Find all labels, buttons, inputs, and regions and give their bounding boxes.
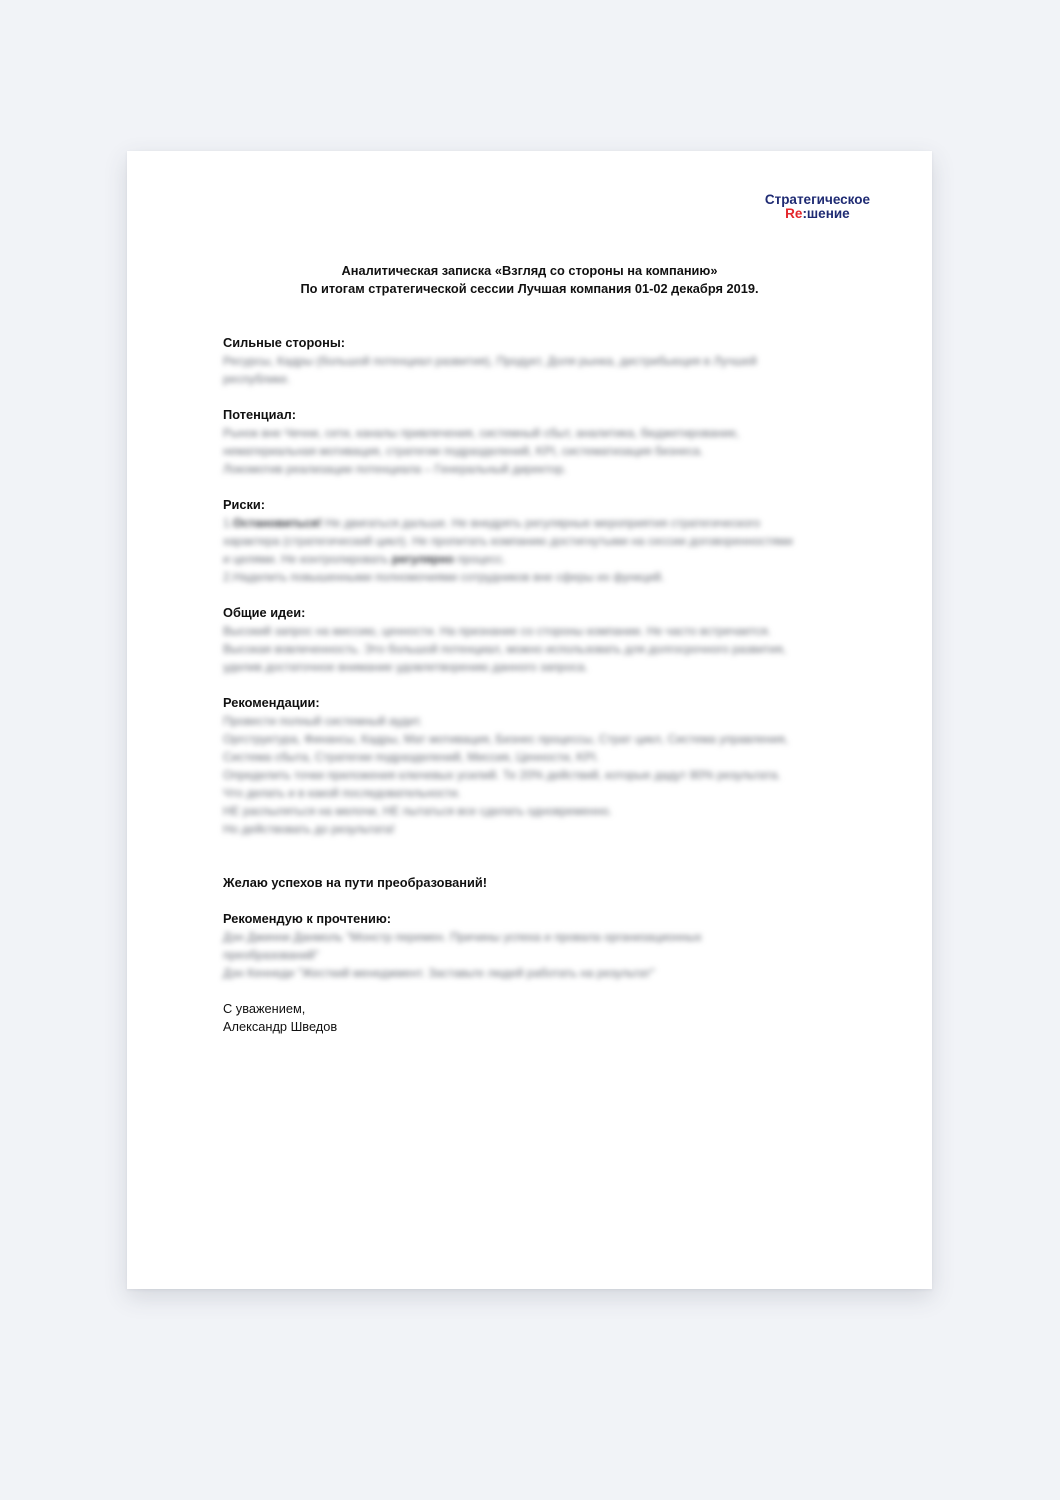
signature-name: Александр Шведов (223, 1019, 338, 1034)
text-line: Оргструктура, Финансы, Кадры, Мат мотивация, Бизнес процессы, Страт цикл, Система управления, (223, 732, 789, 746)
text-line: Что делать и в какой последовательности. (223, 786, 461, 800)
section-recommendations (223, 694, 873, 838)
section-ideas (223, 604, 873, 676)
text-line: Рынок вне Чечни, сети, каналы привлечения, системный сбыт, аналитика, бюджетирование, (223, 426, 740, 440)
text-line: 2.Наделить повышенными полномочиями сотрудников вне сферы их функций. (223, 570, 665, 584)
text-line: Ресурсы, Кадры (большой потенциал развития), Продукт, Доля рынка, дистрибьюция в Лучшей (223, 354, 757, 368)
blurred-paragraph (223, 424, 873, 478)
blurred-paragraph (223, 514, 873, 586)
title-line1: Аналитическая записка «Взгляд со стороны на компанию» (341, 263, 718, 278)
company-logo (765, 193, 870, 221)
logo-line2-rest: :шение (802, 206, 850, 221)
document-body (223, 334, 873, 1054)
text-line (223, 550, 873, 568)
risk-number: 1. (223, 516, 234, 530)
section-potential (223, 406, 873, 478)
logo-line2 (765, 207, 870, 221)
text-line: Локомотив реализации потенциала – Генеральный директор. (223, 462, 567, 476)
closing-wish: Желаю успехов на пути преобразований! (223, 875, 488, 890)
signature-block (223, 1000, 873, 1036)
text-line: уделив достаточное внимание удовлетворению данного запроса. (223, 660, 588, 674)
text-line: Высокая вовлеченность. Это большой потенциал, можно использовать для долгосрочного развития, (223, 642, 787, 656)
blurred-paragraph (223, 928, 873, 982)
section-heading: Рекомендации: (223, 695, 320, 710)
risk-text: и целями. Не контролировать (223, 552, 392, 566)
risk-text: процесс. (453, 552, 506, 566)
text-line: республике. (223, 372, 291, 386)
text-line: преобразований" (223, 948, 319, 962)
signature-regards: С уважением, (223, 1001, 306, 1016)
text-line: Провести полный системный аудит. (223, 714, 423, 728)
section-risks (223, 496, 873, 586)
section-heading: Общие идеи: (223, 605, 306, 620)
text-line (223, 514, 873, 532)
section-heading: Сильные стороны: (223, 335, 346, 350)
blurred-paragraph (223, 622, 873, 676)
section-strengths (223, 334, 873, 388)
text-line: Система сбыта, Стратегии подразделений, Миссия, Ценности, KPI. (223, 750, 599, 764)
text-line: Высокий запрос на миссию, ценности. На признание со стороны компании. Не часто встречается. (223, 624, 771, 638)
blurred-paragraph (223, 352, 873, 388)
text-line: Дэн Джинни Данмоль "Монстр перемен. Причины успеха и провала организационных (223, 930, 702, 944)
document-page (127, 151, 932, 1289)
logo-line1: Стратегическое (764, 192, 870, 207)
section-reading (223, 910, 873, 982)
title-line2: По итогам стратегической сессии Лучшая компания 01-02 декабря 2019. (300, 281, 759, 296)
section-heading: Потенциал: (223, 407, 297, 422)
text-line: характера (стратегический цикл). Не пропитать компанию достигнутыми на сессии договоренностями (223, 534, 793, 548)
section-heading: Риски: (223, 497, 266, 512)
logo-re: Re (785, 206, 803, 221)
risk-emphasis: регулярно (391, 552, 454, 566)
document-title (127, 262, 932, 298)
risk-text: Не двигаться дальше. Не внедрять регулярные мероприятия стратегического (321, 516, 761, 530)
text-line: Определить точки приложения ключевых усилий. Те 20% действий, которые дадут 80% результата. (223, 768, 781, 782)
section-heading: Рекомендую к прочтению: (223, 911, 392, 926)
risk-emphasis: Остановиться! (233, 516, 322, 530)
blurred-paragraph (223, 712, 873, 838)
text-line: Дэн Кеннеди "Жесткий менеджмент. Заставьте людей работать на результат" (223, 966, 655, 980)
text-line: НЕ распыляться на мелочи, НЕ пытаться все сделать одновременно. (223, 804, 613, 818)
text-line: нематериальная мотивация, стратегии подразделений, KPI, систематизация бизнеса. (223, 444, 704, 458)
text-line: Но действовать до результата! (223, 822, 395, 836)
